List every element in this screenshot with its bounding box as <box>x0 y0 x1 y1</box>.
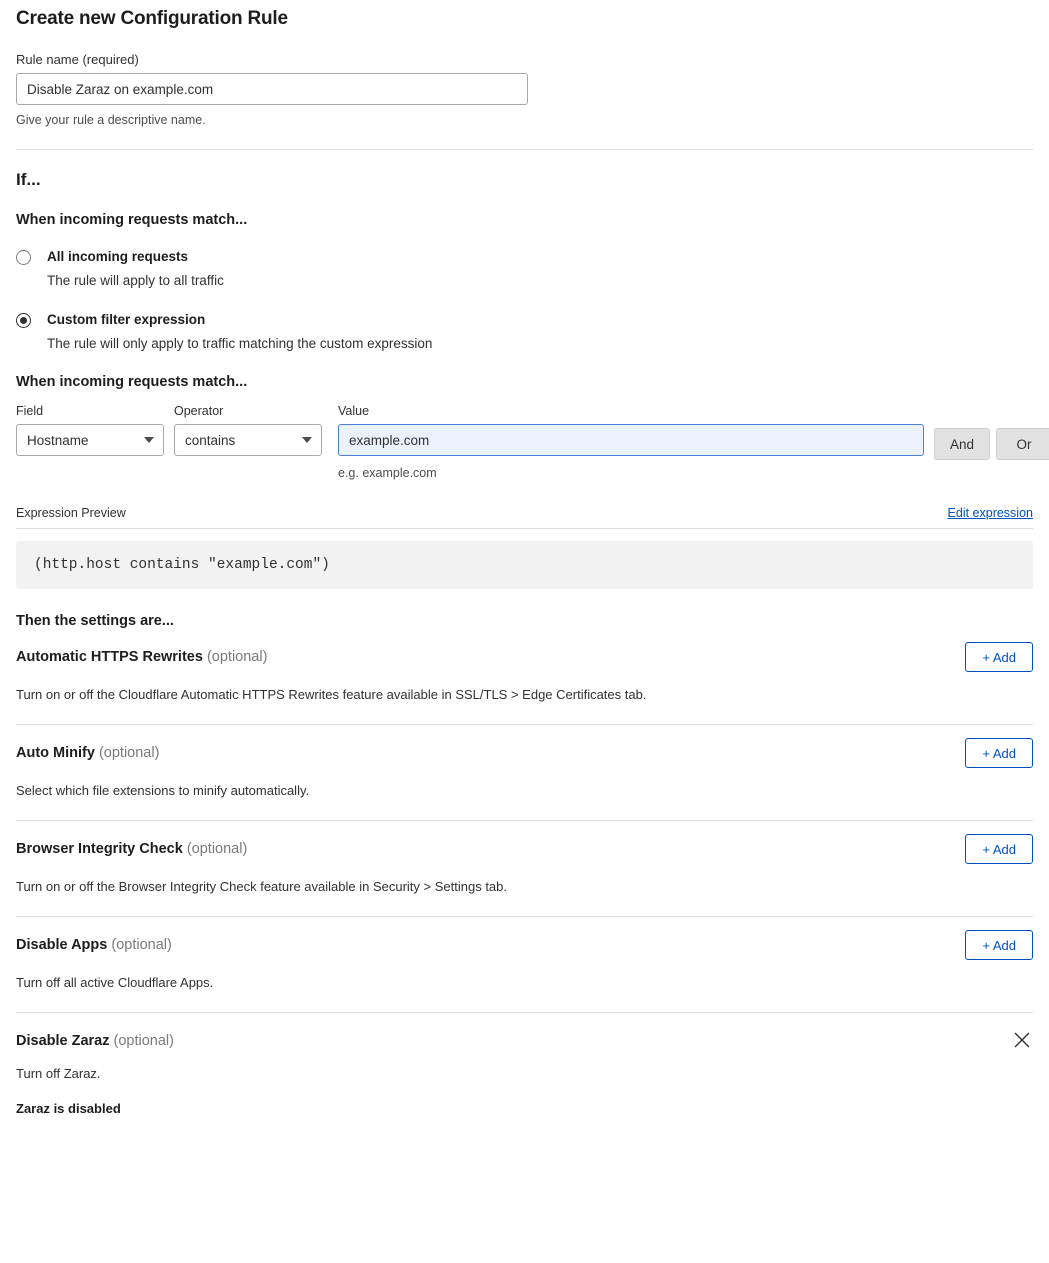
rule-name-input[interactable] <box>16 73 528 105</box>
add-button[interactable]: + Add <box>965 930 1033 960</box>
setting-auto-minify <box>16 724 1033 820</box>
radio-label-all-requests: All incoming requests <box>47 249 189 264</box>
add-button[interactable]: + Add <box>965 642 1033 672</box>
radio-option-custom-filter[interactable] <box>16 311 1033 352</box>
chevron-down-icon <box>302 437 312 443</box>
field-select[interactable] <box>16 424 164 456</box>
operator-label: Operator <box>174 404 224 419</box>
operator-column <box>174 404 322 456</box>
setting-head <box>16 841 1033 864</box>
setting-disable-zaraz <box>16 1012 1033 1138</box>
chevron-down-icon <box>144 437 154 443</box>
edit-expression-link[interactable]: Edit expression <box>947 506 1033 521</box>
setting-description: Turn off Zaraz. <box>16 1066 101 1082</box>
value-input[interactable] <box>338 424 924 456</box>
if-match-heading: When incoming requests match... <box>16 212 248 228</box>
setting-optional-text: (optional) <box>111 937 172 954</box>
setting-automatic-https-rewrites <box>16 629 1033 724</box>
expression-preview-header <box>16 506 1033 529</box>
filter-heading: When incoming requests match... <box>16 374 248 391</box>
or-button[interactable]: Or <box>996 428 1049 460</box>
setting-name-text: Automatic HTTPS Rewrites <box>16 649 203 666</box>
setting-name-text: Auto Minify <box>16 745 95 762</box>
operator-select-value: contains <box>185 432 236 448</box>
setting-description: Turn on or off the Browser Integrity Check feature available in Security > Settings tab. <box>16 879 508 895</box>
setting-name-text: Disable Apps <box>16 937 108 954</box>
setting-optional-text: (optional) <box>186 841 248 858</box>
page-title: Create new Configuration Rule <box>16 8 288 29</box>
setting-description: Turn on or off the Cloudflare Automatic HTTPS Rewrites feature available in SSL/TLS > Edge Certificates tab. <box>16 687 647 703</box>
value-column <box>338 404 924 480</box>
setting-head <box>16 1033 1033 1051</box>
field-label: Field <box>16 404 44 419</box>
setting-title <box>16 1033 174 1049</box>
setting-title <box>16 745 159 761</box>
setting-optional-text: (optional) <box>206 649 268 666</box>
and-button[interactable]: And <box>934 428 990 460</box>
then-section-title: Then the settings are... <box>16 613 174 630</box>
setting-description: Turn off all active Cloudflare Apps. <box>16 975 214 991</box>
radio-icon-all-requests[interactable] <box>16 250 31 265</box>
setting-head <box>16 649 1033 672</box>
radio-desc-custom-filter: The rule will only apply to traffic matching the custom expression <box>47 336 433 352</box>
setting-title <box>16 937 172 953</box>
radio-desc-all-requests: The rule will apply to all traffic <box>47 273 224 288</box>
value-help-text: e.g. example.com <box>338 466 437 481</box>
operator-select-wrap[interactable] <box>174 424 322 456</box>
setting-disable-apps <box>16 916 1033 1012</box>
expression-preview-label: Expression Preview <box>16 506 126 521</box>
setting-description: Select which file extensions to minify automatically. <box>16 783 310 799</box>
and-or-buttons <box>934 428 1049 460</box>
add-button[interactable]: + Add <box>965 834 1033 864</box>
setting-title <box>16 649 267 665</box>
match-type-radio-group <box>16 248 1033 352</box>
setting-name-text: Disable Zaraz <box>16 1033 110 1050</box>
radio-icon-custom-filter[interactable] <box>16 313 31 328</box>
if-section-title: If... <box>16 170 41 189</box>
setting-optional-text: (optional) <box>98 745 160 762</box>
radio-option-all-requests[interactable] <box>16 248 1033 289</box>
rule-name-label: Rule name (required) <box>16 52 139 67</box>
value-label: Value <box>338 404 370 419</box>
setting-browser-integrity-check <box>16 820 1033 916</box>
setting-head <box>16 745 1033 768</box>
operator-select[interactable] <box>174 424 322 456</box>
field-select-wrap[interactable] <box>16 424 164 456</box>
setting-name-text: Browser Integrity Check <box>16 841 183 858</box>
add-button[interactable]: + Add <box>965 738 1033 768</box>
status-badge: Zaraz is disabled <box>16 1101 121 1117</box>
setting-optional-text: (optional) <box>113 1033 174 1050</box>
close-icon[interactable] <box>1011 1029 1033 1051</box>
expression-preview-box: (http.host contains "example.com") <box>16 541 1033 589</box>
field-select-value: Hostname <box>27 432 89 448</box>
setting-title <box>16 841 247 857</box>
filter-builder-row <box>16 404 1033 480</box>
setting-head <box>16 937 1033 960</box>
rule-name-helper: Give your rule a descriptive name. <box>16 113 206 127</box>
radio-label-custom-filter: Custom filter expression <box>47 312 206 328</box>
divider-top <box>16 149 1033 150</box>
field-column <box>16 404 164 456</box>
